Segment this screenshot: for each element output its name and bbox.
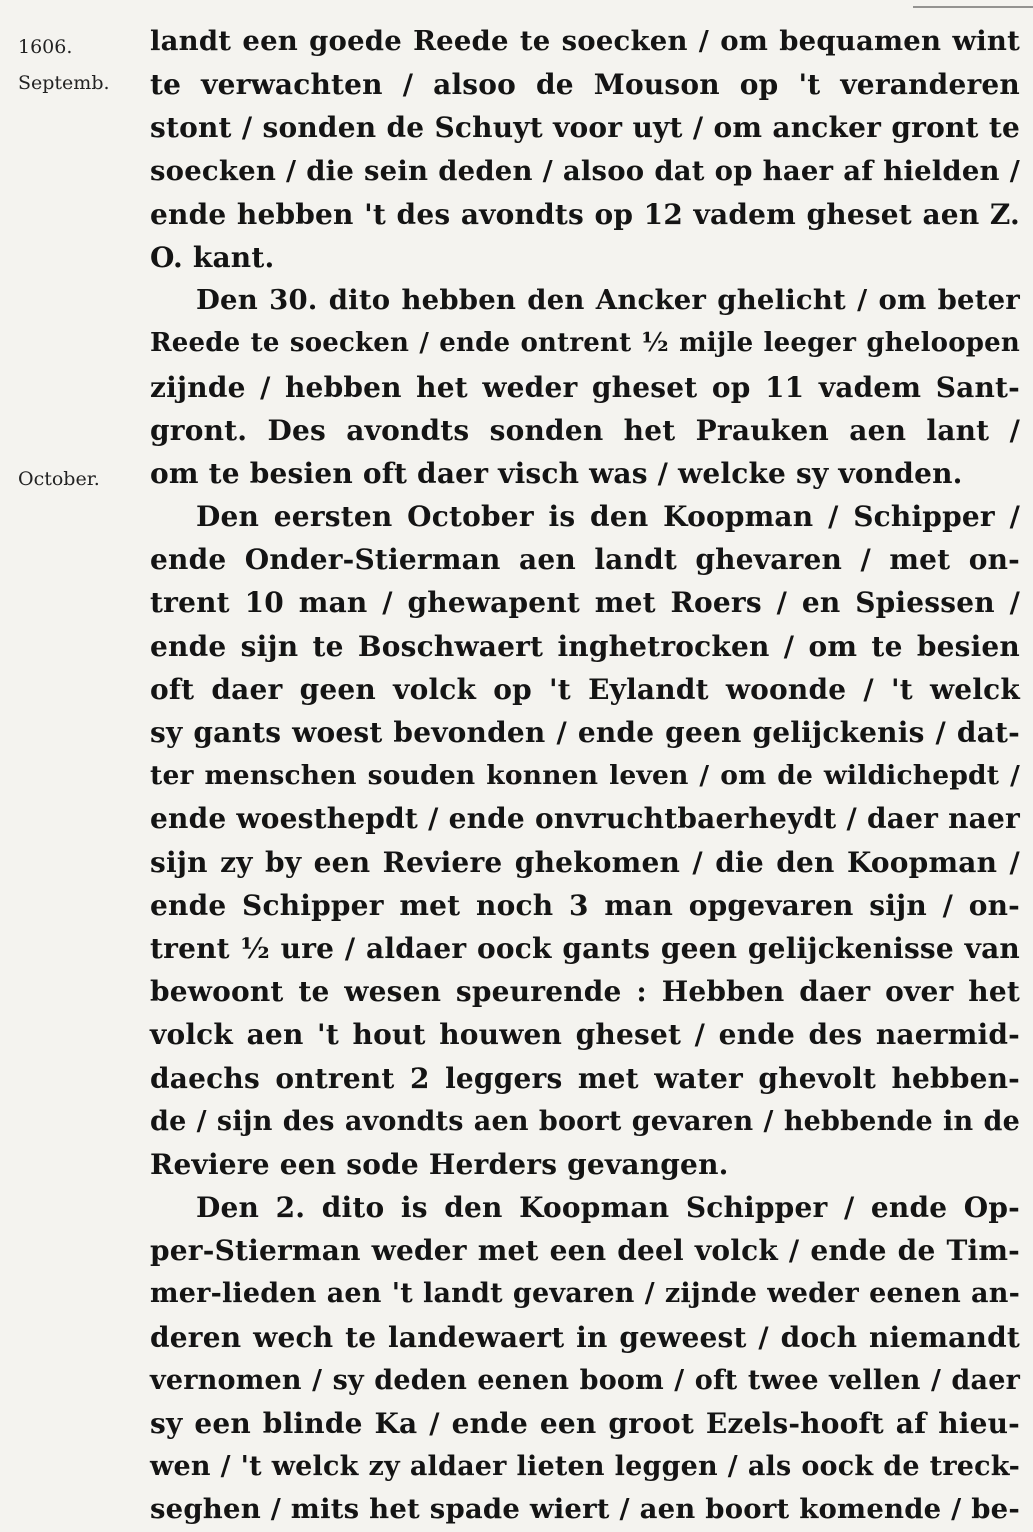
text-line: O. kant. [150,240,275,274]
text-line: volck aen 't hout houwen ghеset / ende des naermid- [150,1018,1020,1052]
text-line: Reviere een sode Herders gevangen. [150,1147,729,1181]
text-line: ende sijn te Boschwaert inghetrocken / om te besien [150,629,1020,663]
text-line: om te besien oft daer visch was / welcke sy vonden. [150,456,963,490]
margin-month-september: Septemb. [18,72,110,94]
text-line: Den eersten October is den Koopman / Schipper / [196,500,1020,534]
text-line: Den 30. dito hebben den Ancker ghelicht / om beter [196,284,1020,317]
text-line: sy een blinde Ka / ende een groot Ezels-hooft af hieu- [150,1407,1020,1440]
text-line: bewoont te wesen speurende : Hebben daer over het [150,975,1020,1009]
text-line: daechs ontrent 2 leggers met water ghevolt hebben- [150,1061,1020,1095]
text-line: ende Onder-Stierman aen landt ghevaren / met on- [150,543,1020,577]
margin-month-october: October. [18,468,100,490]
margin-year: 1606. [18,36,73,58]
text-line: trent ½ ure / aldaer oock gants geen gelijckenisse van [150,931,1020,965]
text-line: ende woesthepdt / ende onvruchtbaerheydt / daer naer [150,802,1020,836]
text-line: wen / 't welck zy aldaer lieten leggen / als oock de treck- [150,1451,1020,1483]
text-line: seghen / mits het spade wiert / aen boort komende / be- [150,1493,1020,1526]
text-line: ende hebben 't des avondts op 12 vadem gheset aen Z. [150,197,1020,231]
text-line: ende Schipper met noch 3 man opgevaren sijn / on- [150,888,1020,922]
text-line: deren wech te landewaert in geweest / doch niemandt [150,1320,1020,1354]
text-line: per-Stierman weder met een deel volck / ende de Tim- [150,1234,1020,1268]
text-line: landt een goede Reede te soecken / om bequamen wint [150,25,1020,57]
text-line: Den 2. dito is den Koopman Schipper / ende Op- [196,1191,1020,1225]
text-line: ter menschen souden konnen leven / om de wildichepdt / [150,760,1020,792]
text-line: vernomen / sy deden eenen boom / oft twee vellen / daer [150,1364,1020,1396]
text-line: te verwachten / alsoo de Mouson op 't veranderen [150,68,1020,102]
text-line: Reede te soecken / ende ontrent ½ mijle leeger gheloopen [150,328,1020,359]
text-line: sijn zy by een Reviere ghekomen / die den Koopman / [150,845,1020,879]
text-line: soecken / die sein deden / alsoo dat op haer af hielden / [150,154,1020,187]
text-line: oft daer geen volck op 't Eylandt woonde / 't welck [150,672,1020,706]
text-line: gront. Des avondts sonden het Prauken aen lant / [150,413,1020,447]
text-line: stont / sonden de Schuyt voor uyt / om ancker gront te [150,111,1020,145]
text-line: mer-lieden aen 't landt gevaren / zijnde weder eenen an- [150,1278,1020,1310]
top-edge-mark [913,0,1033,8]
text-line: trent 10 man / ghewapent met Roers / en Spiessen / [150,586,1020,620]
text-line: zijnde / hebben het weder gheset op 11 vadem Sant- [150,370,1020,404]
body-text [150,20,1020,1532]
text-line: de / sijn des avondts aen boort gevaren / hebbende in de [150,1105,1020,1137]
text-line: sy gants woest bevonden / ende geen gelijckenis / dat- [150,716,1020,749]
